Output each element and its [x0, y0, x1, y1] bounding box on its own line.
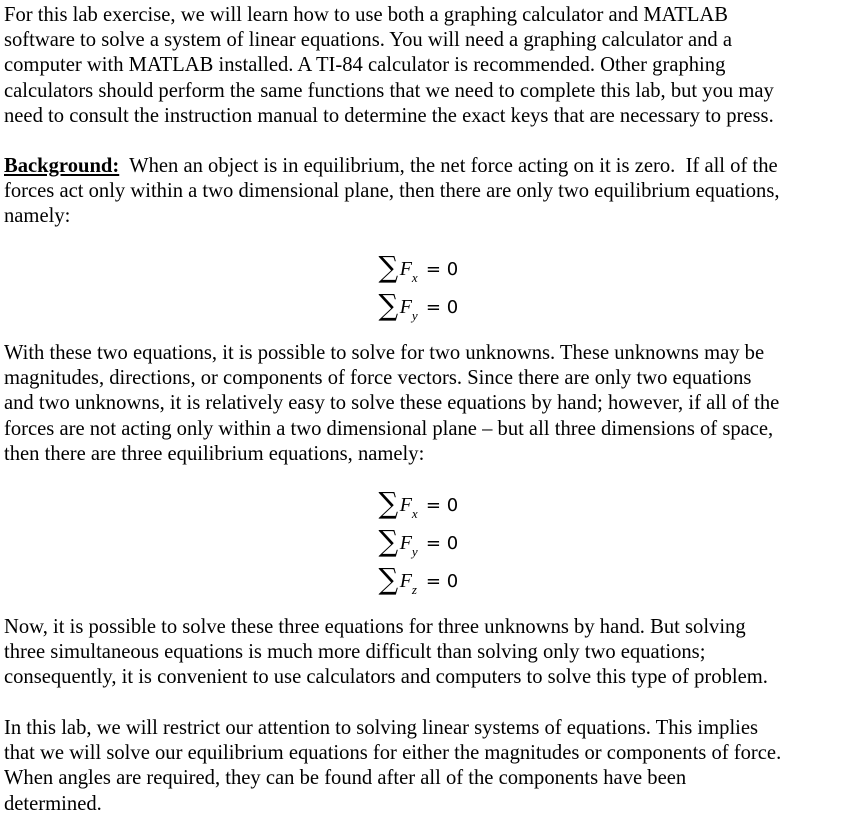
- equation-rhs: = 0: [425, 533, 459, 554]
- background-heading: Background:: [4, 155, 120, 177]
- summation-symbol: ∑: [378, 288, 399, 322]
- restriction-paragraph: [4, 716, 781, 817]
- equation-sum-fx: [378, 486, 458, 524]
- force-subscript: x: [411, 270, 418, 285]
- intro-line: software to solve a system of linear equations. You will need a graphing calculator and a: [4, 29, 733, 52]
- force-variable: F: [399, 258, 412, 280]
- equation-rhs: = 0: [425, 571, 459, 592]
- paragraph-line: When angles are required, they can be found after all of the components have been: [4, 767, 687, 790]
- paragraph-line: and two unknowns, it is relatively easy to solve these equations by hand; however, if all of the: [4, 392, 780, 415]
- paragraph-line: forces are not acting only within a two dimensional plane – but all three dimensions of space,: [4, 417, 774, 440]
- intro-line: calculators should perform the same functions that we need to complete this lab, but you may: [4, 79, 774, 102]
- summation-symbol: ∑: [378, 250, 399, 284]
- three-equations-paragraph: [4, 615, 768, 691]
- background-first-line: [4, 154, 780, 179]
- force-variable: F: [399, 570, 412, 592]
- equation-rhs: = 0: [425, 297, 459, 318]
- paragraph-line: With these two equations, it is possible to solve for two unknowns. These unknowns may be: [4, 342, 765, 364]
- force-variable: F: [399, 494, 412, 516]
- intro-paragraph: [4, 3, 774, 129]
- intro-line: For this lab exercise, we will learn how to use both a graphing calculator and MATLAB: [4, 4, 729, 26]
- paragraph-line: In this lab, we will restrict our attention to solving linear systems of equations. This implies: [4, 717, 759, 739]
- background-line: forces act only within a two dimensional plane, then there are only two equilibrium equations,: [4, 180, 780, 203]
- paragraph-line: three simultaneous equations is much more difficult than solving only two equations;: [4, 641, 706, 664]
- background-paragraph: [4, 154, 780, 230]
- summation-symbol: ∑: [378, 486, 399, 520]
- paragraph-line: consequently, it is convenient to use calculators and computers to solve this type of problem.: [4, 666, 768, 689]
- equilibrium-equations-3d: [378, 486, 458, 600]
- paragraph-line: then there are three equilibrium equations, namely:: [4, 442, 425, 465]
- force-variable: F: [399, 296, 412, 318]
- intro-line: computer with MATLAB installed. A TI-84 calculator is recommended. Other graphing: [4, 54, 726, 77]
- paragraph-line: determined.: [4, 792, 102, 815]
- equilibrium-equations-2d: [378, 250, 458, 326]
- equation-sum-fy: [378, 288, 458, 326]
- summation-symbol: ∑: [378, 562, 399, 596]
- summation-symbol: ∑: [378, 524, 399, 558]
- equation-sum-fx: [378, 250, 458, 288]
- paragraph-line: magnitudes, directions, or components of force vectors. Since there are only two equations: [4, 367, 752, 390]
- equation-rhs: = 0: [425, 259, 459, 280]
- force-subscript: z: [411, 582, 417, 597]
- equation-sum-fy: [378, 524, 458, 562]
- force-subscript: y: [411, 544, 418, 559]
- background-first-line-text: When an object is in equilibrium, the net force acting on it is zero. If all of the: [119, 155, 778, 177]
- force-subscript: y: [411, 308, 418, 323]
- paragraph-line: that we will solve our equilibrium equations for either the magnitudes or components of force.: [4, 742, 782, 765]
- paragraph-line: Now, it is possible to solve these three equations for three unknowns by hand. But solving: [4, 616, 746, 638]
- equation-rhs: = 0: [425, 495, 459, 516]
- intro-line: need to consult the instruction manual to determine the exact keys that are necessary to press.: [4, 104, 774, 127]
- force-variable: F: [399, 532, 412, 554]
- background-line: namely:: [4, 205, 71, 228]
- equation-sum-fz: [378, 562, 458, 600]
- force-subscript: x: [411, 506, 418, 521]
- two-equations-paragraph: [4, 341, 779, 467]
